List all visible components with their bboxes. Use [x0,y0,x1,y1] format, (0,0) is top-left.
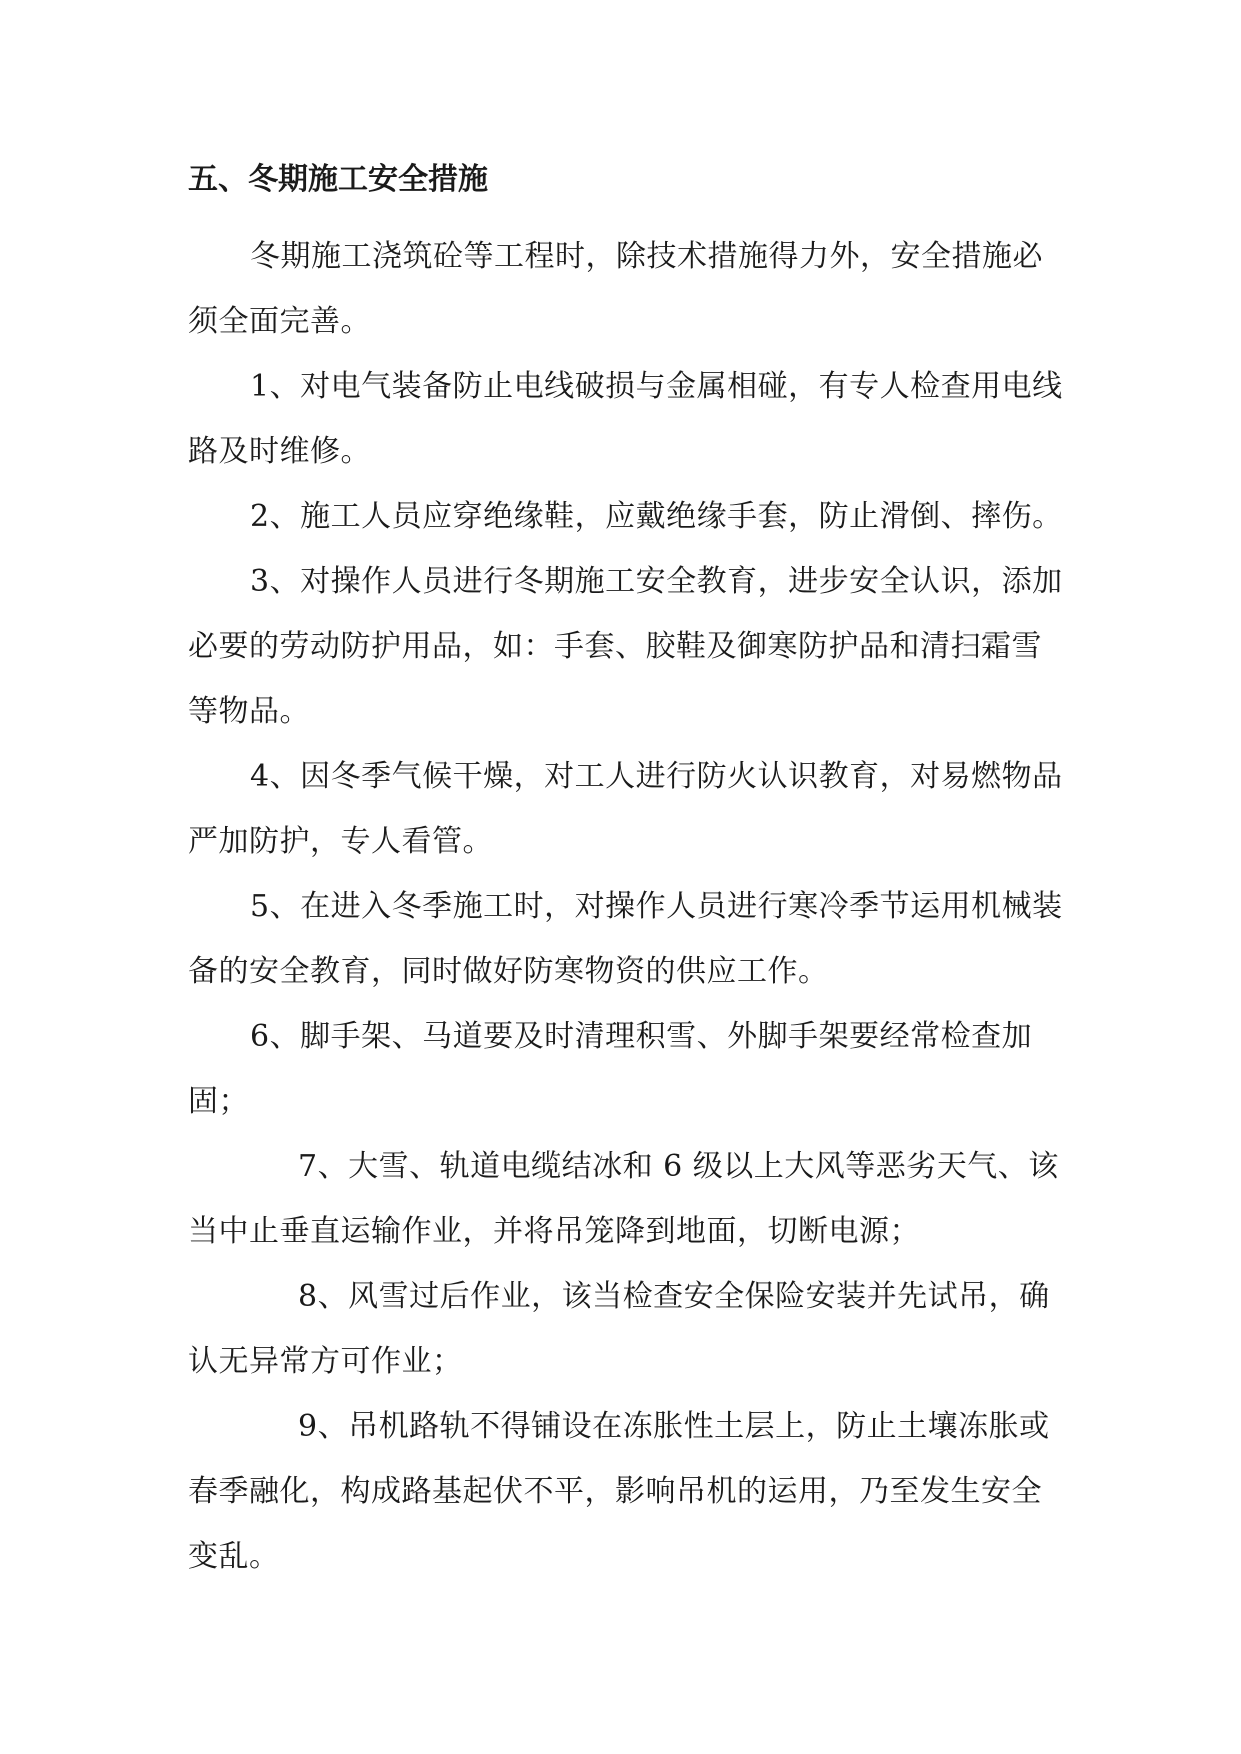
measure-item-8: 8、风雪过后作业，该当检查安全保险安装并先试吊，确认无异常方可作业； [188,1279,1050,1379]
measure-item-5: 5、在进入冬季施工时，对操作人员进行寒冷季节运用机械装备的安全教育，同时做好防寒物资的供应工作。 [188,889,1063,989]
measure-item-3: 3、对操作人员进行冬期施工安全教育，进步安全认识，添加必要的劳动防护用品，如：手套、胶鞋及御寒防护品和清扫霜雪等物品。 [188,564,1063,729]
measure-item-6: 6、脚手架、马道要及时清理积雪、外脚手架要经常检查加固； [188,1019,1033,1119]
section-heading: 五、冬期施工安全措施 [188,162,488,197]
measure-item-9: 9、吊机路轨不得铺设在冻胀性土层上，防止土壤冻胀或春季融化，构成路基起伏不平，影响吊机的运用，乃至发生安全变乱。 [188,1409,1050,1574]
measure-item-1: 1、对电气装备防止电线破损与金属相碰，有专人检查用电线路及时维修。 [188,369,1063,469]
document-body [188,160,1068,1589]
measure-item-4: 4、因冬季气候干燥，对工人进行防火认识教育，对易燃物品严加防护，专人看管。 [188,759,1063,859]
measure-item-7: 7、大雪、轨道电缆结冰和 6 级以上大风等恶劣天气、该当中止垂直运输作业，并将吊笼降到地面，切断电源； [188,1149,1059,1249]
measure-item-2: 2、施工人员应穿绝缘鞋，应戴绝缘手套，防止滑倒、摔伤。 [250,499,1063,534]
intro-paragraph: 冬期施工浇筑砼等工程时，除技术措施得力外，安全措施必须全面完善。 [188,239,1043,339]
